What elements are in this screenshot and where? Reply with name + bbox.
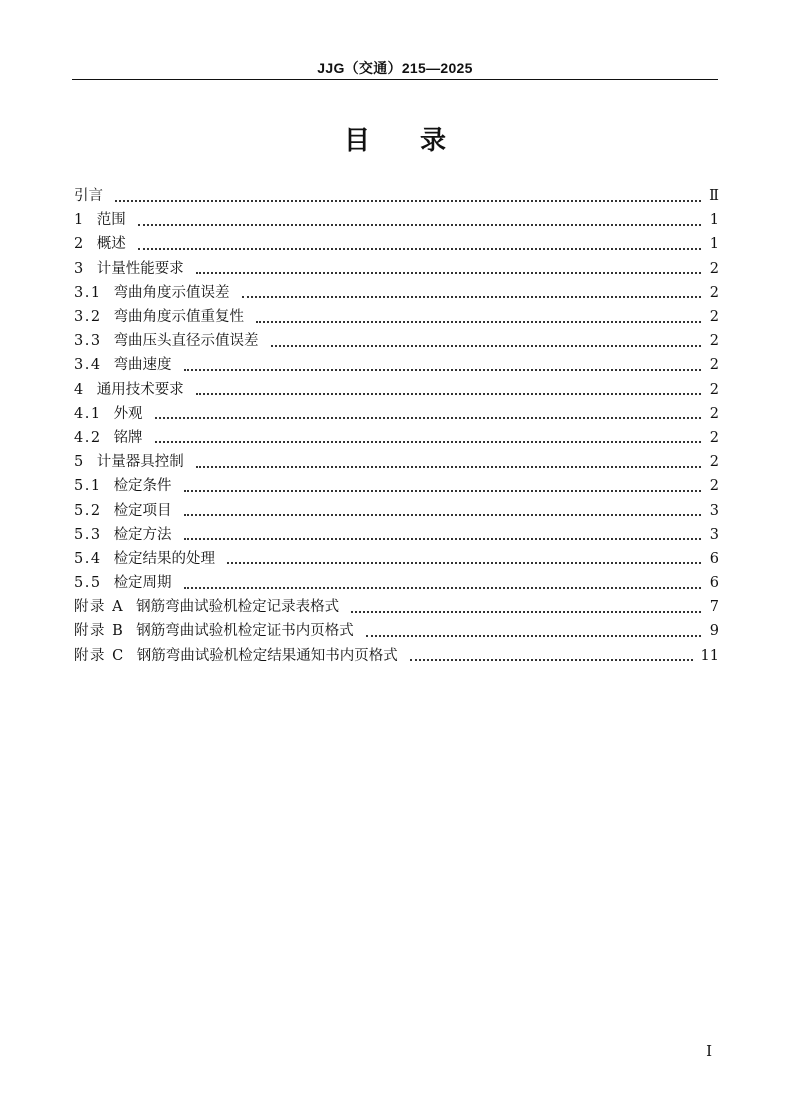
toc-entry[interactable]: [74, 232, 719, 256]
toc-entry-page: 6: [709, 575, 719, 592]
toc-entry-page: Ⅱ: [709, 188, 719, 205]
toc-entry[interactable]: [74, 378, 719, 402]
toc-entry-number: 附录 B: [74, 623, 125, 640]
toc-entry-number: 2: [74, 236, 85, 253]
toc-entry-label: 计量性能要求: [96, 260, 184, 277]
toc-entry-label: 检定条件: [113, 478, 172, 495]
toc-entry[interactable]: [74, 184, 719, 208]
toc-entry-page: 1: [709, 212, 719, 229]
toc-entry-label: 钢筋弯曲试验机检定结果通知书内页格式: [136, 647, 398, 664]
toc-entry-page: 1: [709, 236, 719, 253]
toc-entry-label: 概述: [96, 236, 126, 253]
toc-entry[interactable]: [74, 450, 719, 474]
toc-entry-page: 3: [709, 502, 719, 519]
toc-leader-dots: [138, 247, 701, 250]
toc-entry-page: 3: [709, 526, 719, 543]
toc-entry-number: 5.5: [74, 575, 102, 592]
toc-entry-number: 3.1: [74, 284, 102, 301]
toc-entry-page: 2: [709, 284, 719, 301]
toc-entry[interactable]: [74, 257, 719, 281]
toc-entry[interactable]: [74, 426, 719, 450]
table-of-contents: [74, 184, 719, 668]
toc-leader-dots: [184, 489, 701, 492]
toc-entry-number: 3: [74, 260, 85, 277]
toc-leader-dots: [410, 658, 693, 661]
toc-entry-number: 3.2: [74, 309, 102, 326]
toc-leader-dots: [196, 271, 701, 274]
toc-entry-page: 2: [709, 333, 719, 350]
toc-entry[interactable]: [74, 571, 719, 595]
toc-entry-page: 2: [709, 357, 719, 374]
toc-entry-number: 3.3: [74, 333, 102, 350]
toc-entry[interactable]: [74, 353, 719, 377]
toc-leader-dots: [184, 368, 701, 371]
toc-entry[interactable]: [74, 402, 719, 426]
page-title: 目录: [343, 126, 496, 156]
toc-leader-dots: [184, 513, 701, 516]
toc-leader-dots: [351, 610, 701, 613]
toc-entry-label: 检定方法: [113, 526, 172, 543]
toc-entry[interactable]: [74, 619, 719, 643]
toc-leader-dots: [227, 561, 701, 564]
toc-entry-number: 附录 C: [74, 647, 125, 664]
toc-entry[interactable]: [74, 329, 719, 353]
toc-entry-page: 2: [709, 381, 719, 398]
toc-entry-page: 7: [709, 599, 719, 616]
toc-entry-number: 5: [74, 454, 85, 471]
toc-entry-label: 外观: [113, 405, 143, 422]
toc-entry-number: 4.2: [74, 429, 102, 446]
document-code-header: JJG（交通）215—2025: [317, 60, 473, 76]
toc-leader-dots: [196, 465, 701, 468]
toc-leader-dots: [271, 344, 701, 347]
toc-leader-dots: [256, 320, 701, 323]
toc-entry[interactable]: [74, 281, 719, 305]
toc-entry-label: 检定项目: [113, 502, 172, 519]
toc-entry-number: 4: [74, 381, 85, 398]
toc-leader-dots: [184, 586, 701, 589]
toc-leader-dots: [155, 416, 701, 419]
toc-leader-dots: [366, 634, 701, 637]
toc-entry-label: 检定结果的处理: [113, 550, 216, 567]
toc-entry-number: 5.1: [74, 478, 102, 495]
toc-entry-page: 2: [709, 260, 719, 277]
toc-entry-number: 1: [74, 212, 85, 229]
toc-entry-page: 6: [709, 550, 719, 567]
toc-leader-dots: [184, 537, 701, 540]
toc-entry-number: 5.2: [74, 502, 102, 519]
toc-entry-label: 范围: [96, 212, 126, 229]
toc-entry[interactable]: [74, 547, 719, 571]
toc-entry-label: 弯曲角度示值误差: [113, 284, 230, 301]
toc-entry-label: 弯曲速度: [113, 357, 172, 374]
toc-entry-page: 11: [700, 647, 719, 664]
toc-entry[interactable]: [74, 474, 719, 498]
toc-entry-page: 2: [709, 478, 719, 495]
toc-entry[interactable]: [74, 523, 719, 547]
toc-entry-label: 检定周期: [113, 575, 172, 592]
toc-entry[interactable]: [74, 305, 719, 329]
toc-entry-page: 2: [709, 309, 719, 326]
toc-leader-dots: [155, 440, 701, 443]
toc-entry-page: 2: [709, 454, 719, 471]
toc-entry[interactable]: [74, 208, 719, 232]
toc-entry-label: 引言: [74, 188, 103, 205]
toc-entry-page: 9: [709, 623, 719, 640]
header-rule: [72, 79, 718, 80]
toc-entry[interactable]: [74, 644, 719, 668]
toc-entry[interactable]: [74, 498, 719, 522]
toc-entry-label: 计量器具控制: [96, 454, 184, 471]
toc-entry-number: 5.4: [74, 550, 102, 567]
toc-entry-label: 通用技术要求: [96, 381, 184, 398]
toc-entry-number: 5.3: [74, 526, 102, 543]
toc-entry-label: 弯曲角度示值重复性: [113, 309, 245, 326]
toc-entry-page: 2: [709, 405, 719, 422]
toc-entry[interactable]: [74, 595, 719, 619]
toc-entry-label: 铭牌: [113, 429, 143, 446]
toc-entry-number: 附录 A: [74, 599, 125, 616]
toc-leader-dots: [196, 392, 701, 395]
page-number: I: [706, 1042, 712, 1060]
toc-entry-number: 4.1: [74, 405, 102, 422]
toc-leader-dots: [115, 199, 701, 202]
toc-leader-dots: [242, 295, 701, 298]
toc-entry-page: 2: [709, 429, 719, 446]
toc-entry-label: 钢筋弯曲试验机检定证书内页格式: [136, 623, 354, 640]
toc-leader-dots: [138, 223, 701, 226]
toc-entry-number: 3.4: [74, 357, 102, 374]
toc-entry-label: 弯曲压头直径示值误差: [113, 333, 259, 350]
toc-entry-label: 钢筋弯曲试验机检定记录表格式: [136, 599, 340, 616]
